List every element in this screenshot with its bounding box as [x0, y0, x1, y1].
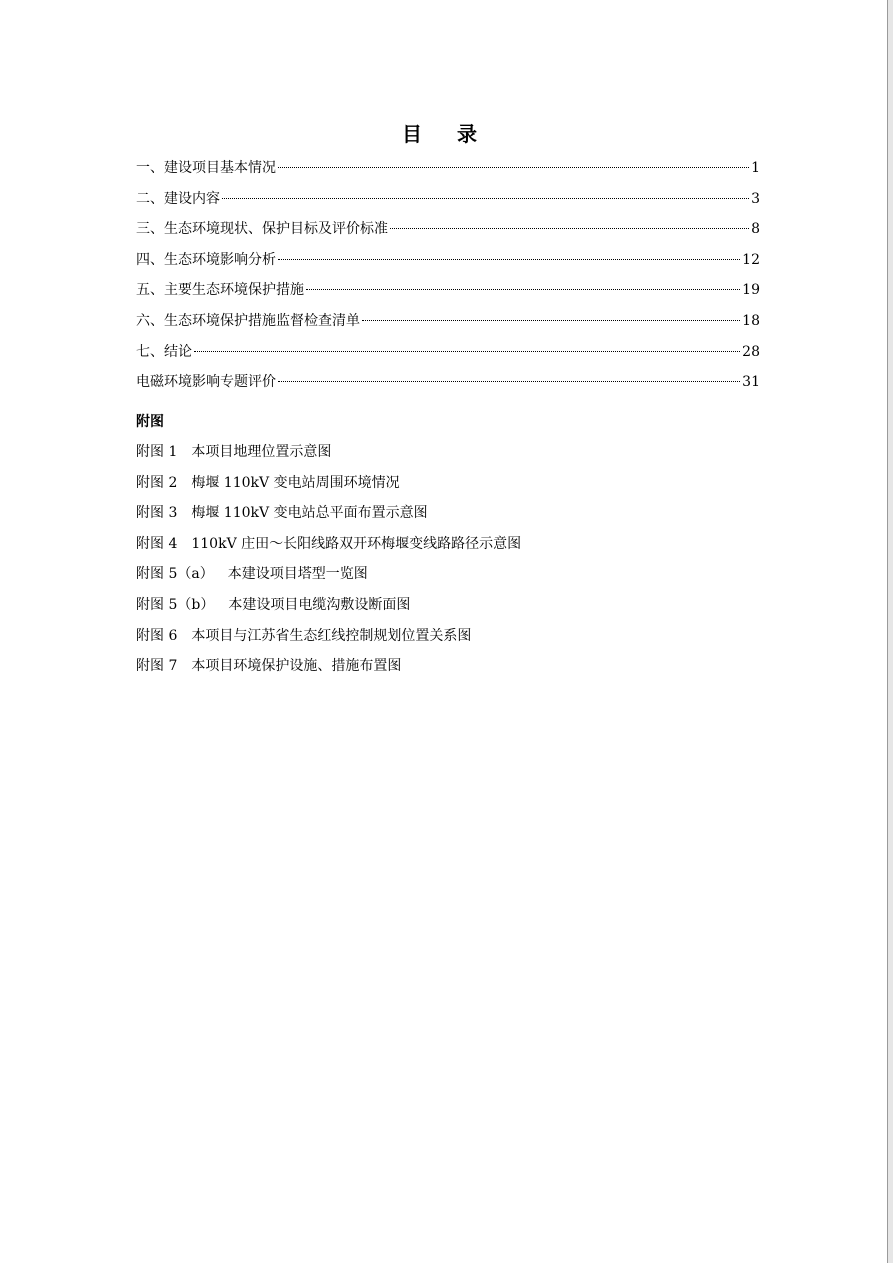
figure-caption: 本建设项目电缆沟敷设断面图 — [228, 596, 411, 613]
figure-caption: 本项目与江苏省生态红线控制规划位置关系图 — [191, 627, 472, 644]
figure-caption: 本项目地理位置示意图 — [191, 444, 332, 460]
toc-leader-dots — [278, 167, 749, 168]
figure-caption: 本建设项目塔型一览图 — [227, 566, 368, 583]
figure-entry — [136, 625, 760, 656]
toc-leader-dots — [390, 228, 749, 229]
toc-leader-dots — [306, 289, 740, 290]
toc-entry-label: 一、建设项目基本情况 — [136, 160, 276, 176]
toc-entry-page: 18 — [742, 312, 760, 329]
figure-number: 附图 3 — [136, 505, 178, 522]
toc-entry-page: 19 — [742, 282, 760, 299]
figure-number: 附图 5（b） — [136, 596, 215, 613]
toc-leader-dots — [278, 259, 740, 260]
toc-entry-label: 五、主要生态环境保护措施 — [136, 282, 304, 299]
toc-entry[interactable] — [136, 249, 760, 280]
toc-entry[interactable] — [136, 341, 760, 372]
figures-list — [136, 441, 760, 686]
figure-entry — [136, 655, 760, 686]
figure-number: 附图 2 — [136, 474, 178, 491]
toc-entry[interactable] — [136, 188, 760, 219]
toc-entry[interactable] — [136, 157, 760, 188]
figures-heading: 附图 — [136, 414, 164, 430]
toc-leader-dots — [222, 198, 749, 199]
figure-entry — [136, 441, 760, 472]
toc-entry[interactable] — [136, 310, 760, 341]
figure-entry — [136, 594, 760, 625]
toc-leader-dots — [194, 351, 740, 352]
figure-entry — [136, 563, 760, 594]
figure-number: 附图 5（a） — [136, 566, 214, 583]
toc-entry-label: 电磁环境影响专题评价 — [136, 374, 276, 391]
toc-entry-label: 二、建设内容 — [136, 190, 220, 207]
toc-entry[interactable] — [136, 371, 760, 402]
toc-entry-page: 28 — [742, 343, 760, 360]
toc-entry-page: 8 — [751, 221, 760, 238]
toc-entry[interactable] — [136, 279, 760, 310]
figure-entry — [136, 502, 760, 533]
page-edge — [887, 0, 893, 1263]
toc-entry-page: 12 — [742, 251, 760, 268]
toc-entry-page: 1 — [751, 160, 760, 176]
figure-number: 附图 4 — [136, 535, 178, 552]
toc-entry-label: 四、生态环境影响分析 — [136, 251, 276, 268]
figure-entry — [136, 472, 760, 503]
figure-entry — [136, 533, 760, 564]
toc-entry-page: 31 — [742, 374, 760, 391]
toc-entry-label: 七、结论 — [136, 343, 192, 360]
page-title: 目 录 — [402, 122, 491, 146]
figure-caption: 梅堰 110kV 变电站总平面布置示意图 — [191, 505, 428, 522]
toc-entry-page: 3 — [751, 190, 760, 207]
toc-entry-label: 六、生态环境保护措施监督检查清单 — [136, 312, 360, 329]
toc-leader-dots — [278, 381, 740, 382]
figure-caption: 本项目环境保护设施、措施布置图 — [191, 658, 402, 675]
toc-entry-label: 三、生态环境现状、保护目标及评价标准 — [136, 221, 388, 238]
figure-number: 附图 6 — [136, 627, 178, 644]
table-of-contents — [136, 157, 760, 402]
toc-entry[interactable] — [136, 218, 760, 249]
figure-caption: 110kV 庄田～长阳线路双开环梅堰变线路路径示意图 — [191, 535, 522, 552]
figure-number: 附图 1 — [136, 444, 178, 460]
figure-number: 附图 7 — [136, 658, 178, 675]
figure-caption: 梅堰 110kV 变电站周围环境情况 — [191, 474, 400, 491]
toc-leader-dots — [362, 320, 740, 321]
